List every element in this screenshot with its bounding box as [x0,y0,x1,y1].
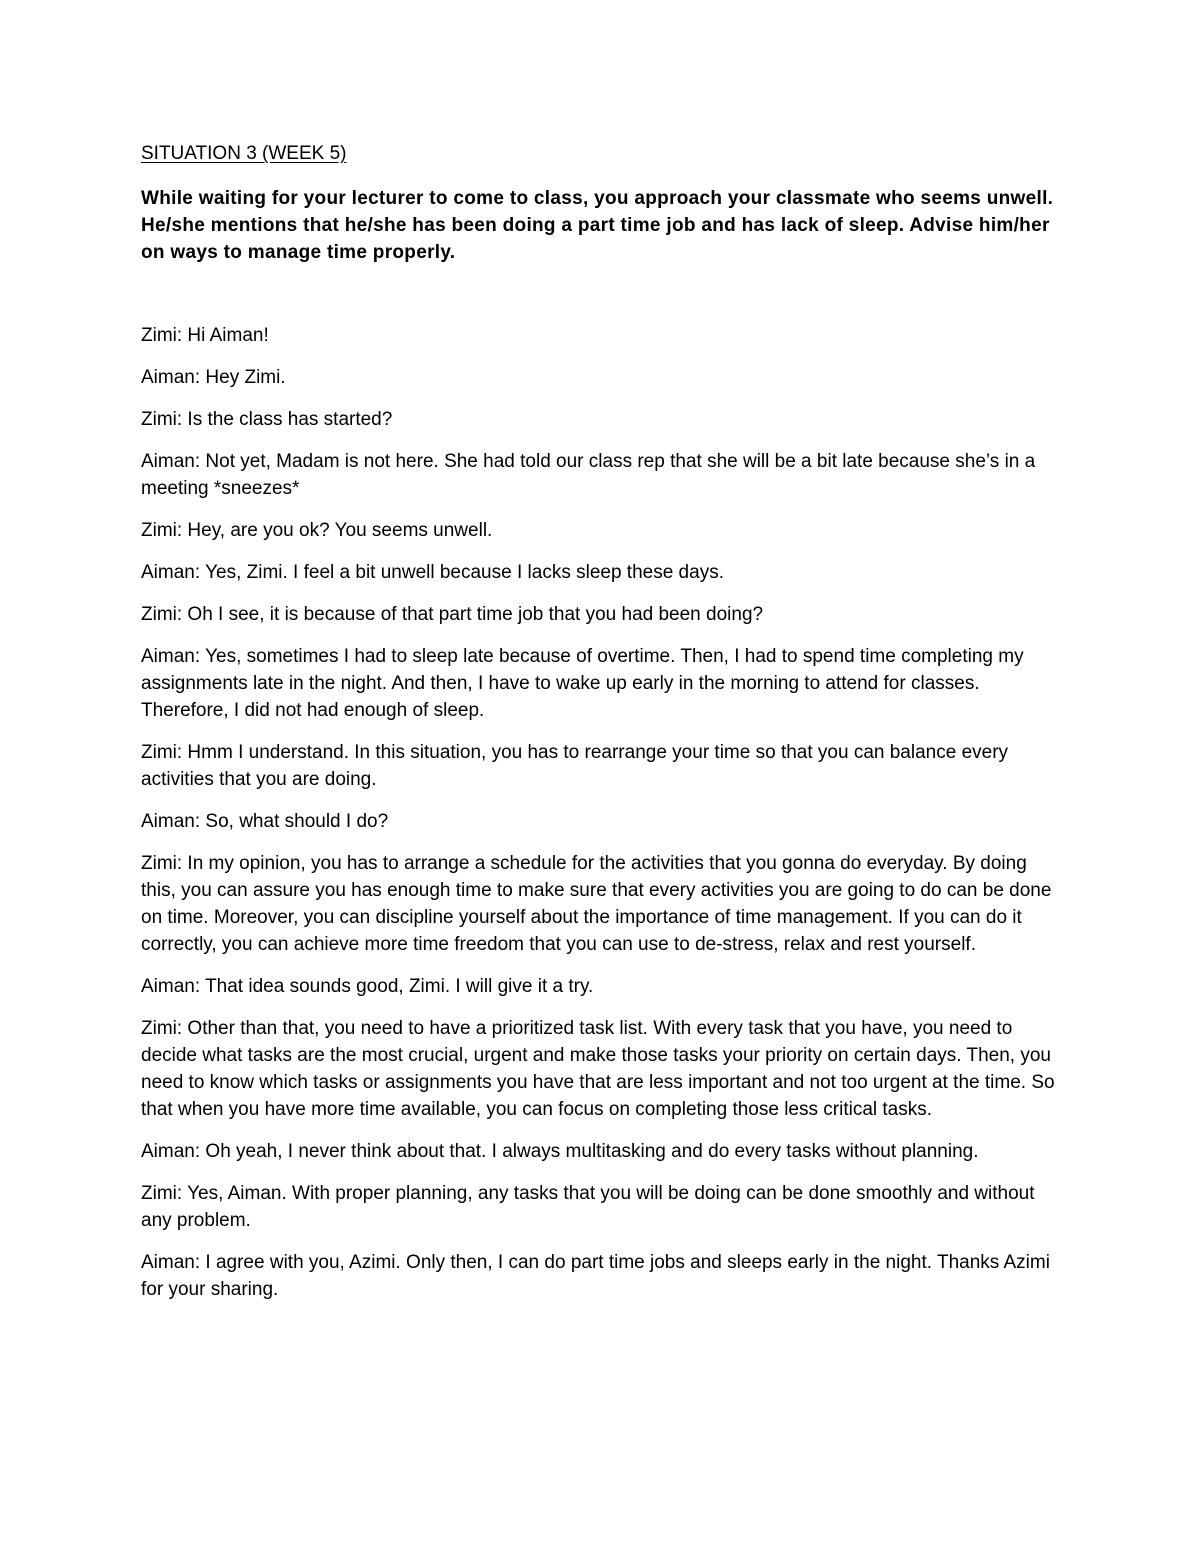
dialogue-line: Zimi: Oh I see, it is because of that part time job that you had been doing? [141,604,764,625]
dialogue-line: Aiman: That idea sounds good, Zimi. I will give it a try. [141,976,594,997]
dialogue-line: Aiman: Not yet, Madam is not here. She had told our class rep that she will be a bit late because she’s in a meeting *sneezes* [141,451,1036,499]
document-title: SITUATION 3 (WEEK 5) [141,143,347,164]
dialogue [141,322,1066,1303]
dialogue-line: Zimi: In my opinion, you has to arrange a schedule for the activities that you gonna do everyday. By doing this, you can assure you has enough time to make sure that every activities you are going to do can be done on time. Moreover, you can discipline yourself about the importance of time management. If you can do it correctly, you can achieve more time freedom that you can use to de-stress, relax and rest yourself. [141,853,1052,955]
dialogue-line: Aiman: Yes, Zimi. I feel a bit unwell because I lacks sleep these days. [141,562,724,583]
dialogue-line: Aiman: Yes, sometimes I had to sleep late because of overtime. Then, I had to spend time completing my assignments late in the night. And then, I have to wake up early in the morning to attend for classes. Therefore, I did not had enough of sleep. [141,646,1024,721]
dialogue-line: Zimi: Hey, are you ok? You seems unwell. [141,520,493,541]
dialogue-line: Zimi: Hmm I understand. In this situation, you has to rearrange your time so that you can balance every activities that you are doing. [141,742,1009,790]
dialogue-line: Zimi: Yes, Aiman. With proper planning, any tasks that you will be doing can be done smoothly and without any problem. [141,1183,1035,1231]
dialogue-line: Aiman: I agree with you, Azimi. Only then, I can do part time jobs and sleeps early in the night. Thanks Azimi for your sharing. [141,1252,1050,1300]
situation-prompt: While waiting for your lecturer to come to class, you approach your classmate who seems unwell. He/she mentions that he/she has been doing a part time job and has lack of sleep. Advise him/her on ways to manage time properly. [141,188,1054,263]
dialogue-line: Zimi: Other than that, you need to have a prioritized task list. With every task that you have, you need to decide what tasks are the most crucial, urgent and make those tasks your priority on certain days. Then, you need to know which tasks or assignments you have that are less important and not too urgent at the time. So that when you have more time available, you can focus on completing those less critical tasks. [141,1018,1055,1120]
dialogue-line: Zimi: Hi Aiman! [141,325,269,346]
dialogue-line: Zimi: Is the class has started? [141,409,393,430]
dialogue-line: Aiman: Hey Zimi. [141,367,286,388]
dialogue-line: Aiman: So, what should I do? [141,811,389,832]
dialogue-line: Aiman: Oh yeah, I never think about that. I always multitasking and do every tasks without planning. [141,1141,979,1162]
document-page [141,140,1066,1318]
